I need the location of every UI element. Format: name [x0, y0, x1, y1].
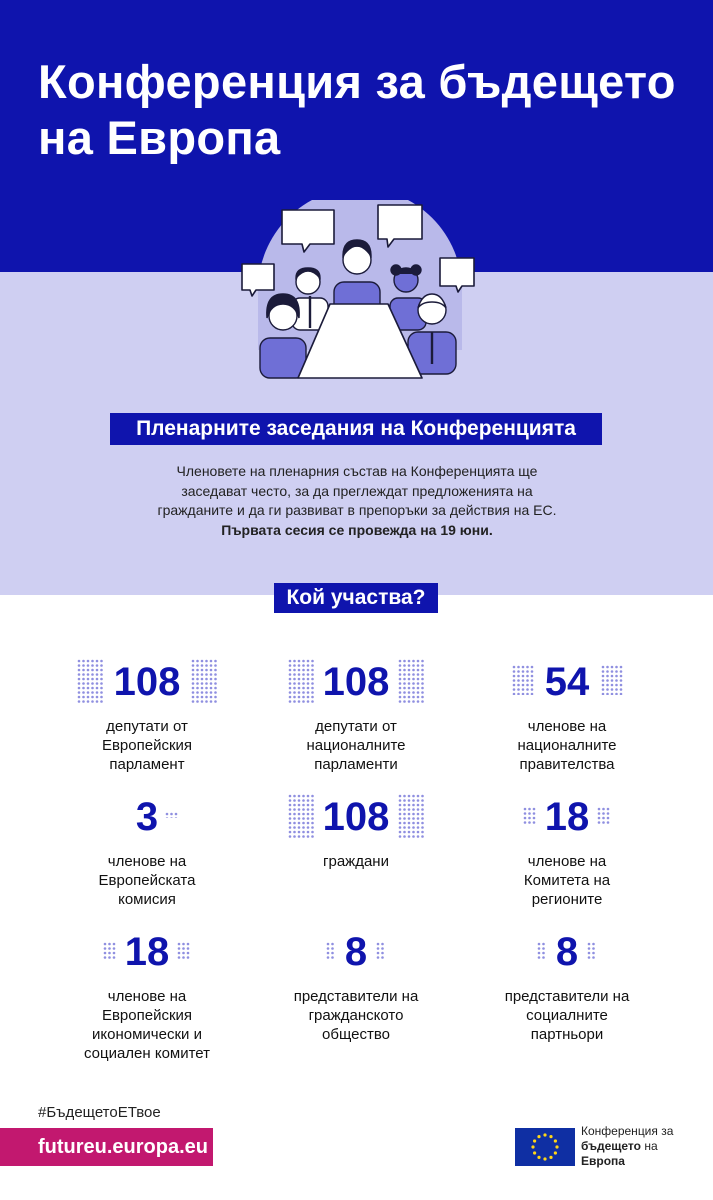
page-title: Конференция за бъдещето на Европа [38, 55, 676, 164]
dots-decoration-icon [587, 942, 596, 960]
who-participates-title: Кой участва? [274, 583, 438, 613]
stat-item [477, 929, 657, 1044]
stat-item [266, 659, 446, 774]
plenary-description [150, 462, 564, 540]
stat-item [266, 929, 446, 1044]
stat-number: 108 [322, 795, 390, 839]
stat-number: 3 [135, 795, 159, 839]
stat-label: представители на социалните партньори [504, 988, 630, 1043]
eu-star-icon [554, 1151, 557, 1154]
eu-star-icon [537, 1156, 540, 1159]
stat-number: 108 [113, 660, 181, 704]
stat-label: представители на гражданското общество [293, 988, 419, 1043]
stat-number: 108 [322, 660, 390, 704]
eu-star-icon [549, 1156, 552, 1159]
description-text: Членовете на пленарния състав на Конференцията ще заседават често, за да преглеждат предложенията на гражданите и да ги развиват в препоръки за действия на ЕС. [157, 463, 557, 518]
eu-star-icon [549, 1135, 552, 1138]
first-session-text: Първата сесия се провежда на 19 юни. [221, 521, 493, 538]
eu-star-icon [555, 1145, 558, 1148]
dots-decoration-icon [398, 659, 424, 703]
stat-number: 54 [544, 660, 590, 704]
dots-decoration-icon [165, 812, 179, 818]
dots-decoration-icon [191, 659, 217, 703]
stat-item [57, 929, 237, 1063]
stat-label: членове на Европейската комисия [98, 853, 196, 908]
eu-star-icon [533, 1139, 536, 1142]
logo-line-3: Европа [581, 1154, 625, 1168]
eu-star-icon [531, 1145, 534, 1148]
plenary-title: Пленарните заседания на Конференцията [110, 413, 602, 445]
dots-decoration-icon [376, 942, 385, 960]
stat-label: граждани [323, 853, 389, 870]
stat-number: 8 [344, 930, 368, 974]
logo-line-2-rest: на [640, 1139, 658, 1153]
stat-item [57, 794, 237, 909]
eu-star-icon [543, 1133, 546, 1136]
stat-item [266, 794, 446, 871]
eu-star-icon [543, 1157, 546, 1160]
stat-label: членове на националните правителства [517, 718, 617, 773]
stat-number: 18 [124, 930, 170, 974]
stat-label: членове на Европейския икономически и социален комитет [83, 988, 211, 1062]
logo-line-2-bold: бъдещето [581, 1139, 641, 1153]
eu-star-icon [554, 1139, 557, 1142]
logo-line-1: Конференция за [581, 1124, 674, 1138]
dots-decoration-icon [398, 794, 424, 838]
stat-label: членове на Комитета на регионите [523, 853, 611, 908]
stat-number: 18 [544, 795, 590, 839]
dots-decoration-icon [601, 665, 623, 695]
eu-flag-icon [515, 1128, 575, 1166]
stat-number: 8 [555, 930, 579, 974]
conference-logo-text [581, 1124, 711, 1169]
eu-star-icon [533, 1151, 536, 1154]
dots-decoration-icon [597, 807, 611, 825]
stat-label: депутати от Европейския парламент [101, 718, 193, 773]
website-link[interactable]: futureu.europa.eu [0, 1128, 213, 1166]
meeting-illustration [230, 200, 490, 390]
stat-item [57, 659, 237, 774]
eu-star-icon [537, 1135, 540, 1138]
hashtag: #БъдещетоЕТвое [38, 1104, 161, 1121]
stat-label: депутати от националните парламенти [306, 718, 406, 773]
dots-decoration-icon [177, 942, 191, 960]
stat-item [477, 659, 657, 774]
stat-item [477, 794, 657, 909]
